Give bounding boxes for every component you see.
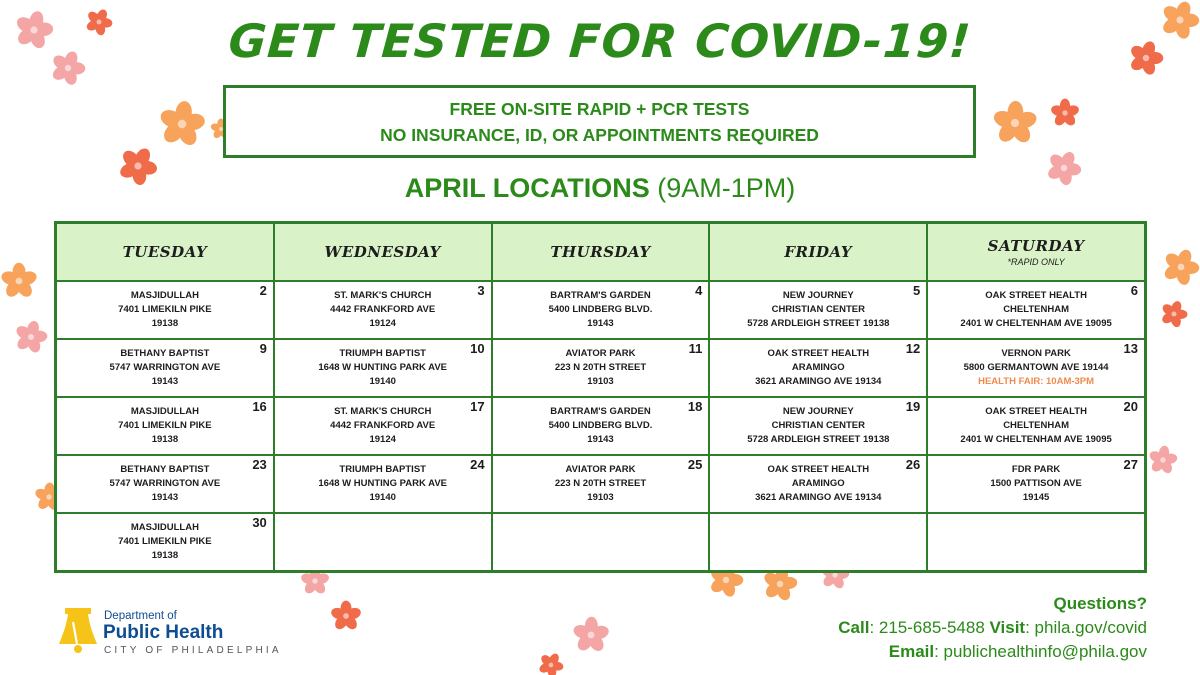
- calendar-cell: [927, 397, 1145, 455]
- location-line: 2401 W CHELTENHAM AVE 19095: [960, 434, 1112, 445]
- location-line: 4442 FRANKFORD AVE: [330, 304, 436, 315]
- location-line: 1648 W HUNTING PARK AVE: [318, 478, 447, 489]
- calendar-cell: [492, 339, 710, 397]
- day-header: [927, 223, 1145, 281]
- calendar-cell: [56, 455, 274, 513]
- calendar-cell: [492, 281, 710, 339]
- location-line: ST. MARK'S CHURCH: [334, 406, 432, 417]
- contact-email: [838, 640, 1147, 664]
- liberty-bell-icon: [56, 602, 100, 658]
- location-line: NEW JOURNEY: [782, 290, 854, 301]
- calendar-cell: [709, 397, 927, 455]
- location-line: TRIUMPH BAPTIST: [339, 348, 426, 359]
- location-line: BARTRAM'S GARDEN: [550, 290, 651, 301]
- location-line: ARAMINGO: [791, 478, 845, 489]
- day-header-name: FRIDAY: [784, 243, 853, 261]
- contact-heading: Questions?: [1053, 594, 1147, 613]
- day-header: [56, 223, 274, 281]
- calendar-cell: [709, 281, 927, 339]
- calendar-cell: [274, 455, 492, 513]
- location-line: 1500 PATTISON AVE: [990, 478, 1082, 489]
- email-label: Email: [888, 642, 935, 661]
- location-line: 1648 W HUNTING PARK AVE: [318, 362, 447, 373]
- calendar-cell: [709, 455, 927, 513]
- location-note: HEALTH FAIR: 10AM-3PM: [978, 376, 1095, 387]
- day-header: [709, 223, 927, 281]
- location-line: ARAMINGO: [791, 362, 845, 373]
- day-header: [274, 223, 492, 281]
- day-number: 3: [477, 283, 485, 298]
- calendar-cell: [56, 281, 274, 339]
- calendar-cell: [274, 397, 492, 455]
- day-number: 26: [905, 457, 921, 472]
- location-line: 5728 ARDLEIGH STREET 19138: [747, 434, 890, 445]
- public-health-logo: [52, 600, 322, 660]
- day-header: [492, 223, 710, 281]
- day-header-name: TUESDAY: [122, 243, 208, 261]
- flower-icon: [0, 262, 38, 300]
- logo-city-text: CITY OF PHILADELPHIA: [104, 645, 282, 656]
- location-line: CHRISTIAN CENTER: [771, 304, 865, 315]
- day-number: 25: [687, 457, 703, 472]
- location-line: MASJIDULLAH: [130, 290, 199, 301]
- calendar-cell: [56, 513, 274, 571]
- location-line: 5800 GERMANTOWN AVE 19144: [963, 362, 1109, 373]
- calendar-cell: [927, 339, 1145, 397]
- day-number: 9: [259, 341, 267, 356]
- location-line: FDR PARK: [1011, 464, 1061, 475]
- call-value[interactable]: : 215-685-5488: [869, 618, 990, 637]
- day-number: 2: [259, 283, 267, 298]
- day-number: 11: [688, 341, 703, 356]
- location-line: BETHANY BAPTIST: [120, 464, 210, 475]
- info-line-2: NO INSURANCE, ID, OR APPOINTMENTS REQUIRED: [380, 124, 819, 145]
- flower-icon: [1160, 300, 1188, 328]
- location-line: AVIATOR PARK: [565, 464, 636, 475]
- location-line: 7401 LIMEKILN PIKE: [118, 420, 212, 431]
- day-number: 20: [1123, 399, 1138, 414]
- location-line: 19143: [587, 318, 614, 329]
- subtitle-bold: APRIL LOCATIONS: [404, 173, 650, 203]
- day-header-name: THURSDAY: [550, 243, 651, 261]
- location-line: 19124: [369, 318, 396, 329]
- calendar-cell: [709, 339, 927, 397]
- location-line: 19138: [151, 550, 179, 561]
- info-box: [223, 85, 976, 158]
- location-line: 223 N 20TH STREET: [554, 362, 647, 373]
- flower-icon: [158, 100, 206, 148]
- location-line: 19143: [151, 492, 179, 503]
- location-line: 3621 ARAMINGO AVE 19134: [755, 492, 882, 503]
- day-number: 19: [905, 399, 921, 414]
- location-line: OAK STREET HEALTH: [985, 406, 1087, 417]
- location-line: BETHANY BAPTIST: [120, 348, 210, 359]
- location-line: CHELTENHAM: [1003, 304, 1069, 315]
- location-line: OAK STREET HEALTH: [767, 464, 870, 475]
- location-line: 19124: [369, 434, 396, 445]
- day-header-note: *RAPID ONLY: [1007, 257, 1065, 267]
- location-line: AVIATOR PARK: [565, 348, 636, 359]
- location-line: 19145: [1022, 492, 1050, 503]
- location-line: 3621 ARAMINGO AVE 19134: [755, 376, 882, 387]
- location-line: 7401 LIMEKILN PIKE: [118, 304, 212, 315]
- calendar-cell: [927, 455, 1145, 513]
- contact-info: [838, 592, 1147, 664]
- day-number: 18: [687, 399, 703, 414]
- day-number: 4: [695, 283, 703, 298]
- day-number: 27: [1123, 457, 1138, 472]
- location-line: 2401 W CHELTENHAM AVE 19095: [960, 318, 1112, 329]
- location-line: 4442 FRANKFORD AVE: [330, 420, 436, 431]
- subtitle-hours: (9AM-1PM): [657, 173, 796, 203]
- location-line: CHRISTIAN CENTER: [771, 420, 865, 431]
- day-number: 24: [470, 457, 485, 472]
- day-header-name: SATURDAY: [987, 237, 1085, 255]
- location-line: CHELTENHAM: [1003, 420, 1069, 431]
- calendar-cell: [274, 281, 492, 339]
- day-number: 10: [470, 341, 485, 356]
- page-title: GET TESTED FOR COVID-19!: [226, 14, 974, 68]
- info-line-1: FREE ON-SITE RAPID + PCR TESTS: [449, 98, 750, 119]
- location-line: 19143: [151, 376, 179, 387]
- calendar-grid: [54, 221, 1147, 573]
- day-number: 6: [1130, 283, 1138, 298]
- location-line: OAK STREET HEALTH: [767, 348, 870, 359]
- logo-name-text: Public Health: [103, 622, 224, 643]
- flower-icon: [1162, 248, 1200, 286]
- location-line: 19140: [369, 376, 396, 387]
- locations-subtitle: [0, 173, 1200, 204]
- location-line: 19143: [587, 434, 614, 445]
- day-number: 5: [912, 283, 921, 298]
- location-line: 19103: [587, 492, 614, 503]
- location-line: 5747 WARRINGTON AVE: [109, 362, 221, 373]
- contact-call-visit: [838, 616, 1147, 640]
- day-number: 12: [905, 341, 921, 356]
- calendar-cell: [56, 339, 274, 397]
- flower-icon: [1050, 98, 1080, 128]
- logo-dept-text: Department of: [104, 610, 177, 622]
- call-label: Call: [838, 618, 870, 637]
- location-line: 5400 LINDBERG BLVD.: [548, 420, 653, 431]
- flower-icon: [992, 100, 1038, 146]
- location-line: OAK STREET HEALTH: [985, 290, 1087, 301]
- location-line: MASJIDULLAH: [130, 406, 199, 417]
- calendar-cell: [492, 455, 710, 513]
- location-line: MASJIDULLAH: [130, 522, 199, 533]
- calendar-cell: [56, 397, 274, 455]
- location-line: 19138: [151, 318, 179, 329]
- flower-icon: [572, 616, 610, 654]
- location-line: TRIUMPH BAPTIST: [339, 464, 426, 475]
- location-line: BARTRAM'S GARDEN: [550, 406, 651, 417]
- flower-icon: [330, 600, 362, 632]
- email-value[interactable]: : publichealthinfo@phila.gov: [934, 642, 1147, 661]
- visit-label: Visit: [989, 618, 1026, 637]
- calendar-cell: [492, 397, 710, 455]
- day-number: 16: [252, 399, 267, 414]
- location-line: ST. MARK'S CHURCH: [334, 290, 432, 301]
- calendar-cell: [927, 513, 1145, 571]
- flower-icon: [14, 320, 48, 354]
- flower-icon: [1148, 445, 1178, 475]
- calendar-cell: [492, 513, 710, 571]
- location-line: 5747 WARRINGTON AVE: [109, 478, 221, 489]
- day-number: 17: [470, 399, 485, 414]
- location-line: 5728 ARDLEIGH STREET 19138: [747, 318, 890, 329]
- location-line: 19138: [151, 434, 179, 445]
- calendar-cell: [709, 513, 927, 571]
- visit-value[interactable]: : phila.gov/covid: [1025, 618, 1147, 637]
- day-number: 23: [252, 457, 267, 472]
- location-line: 19103: [587, 376, 614, 387]
- day-number: 30: [252, 515, 267, 530]
- day-number: 13: [1123, 341, 1138, 356]
- calendar-cell: [274, 339, 492, 397]
- calendar-cell: [927, 281, 1145, 339]
- location-line: 19140: [369, 492, 396, 503]
- flower-icon: [538, 652, 564, 675]
- location-line: 5400 LINDBERG BLVD.: [548, 304, 653, 315]
- location-line: NEW JOURNEY: [782, 406, 854, 417]
- location-line: VERNON PARK: [1001, 348, 1071, 359]
- location-line: 223 N 20TH STREET: [554, 478, 647, 489]
- calendar-cell: [274, 513, 492, 571]
- location-line: 7401 LIMEKILN PIKE: [118, 536, 212, 547]
- day-header-name: WEDNESDAY: [324, 243, 441, 261]
